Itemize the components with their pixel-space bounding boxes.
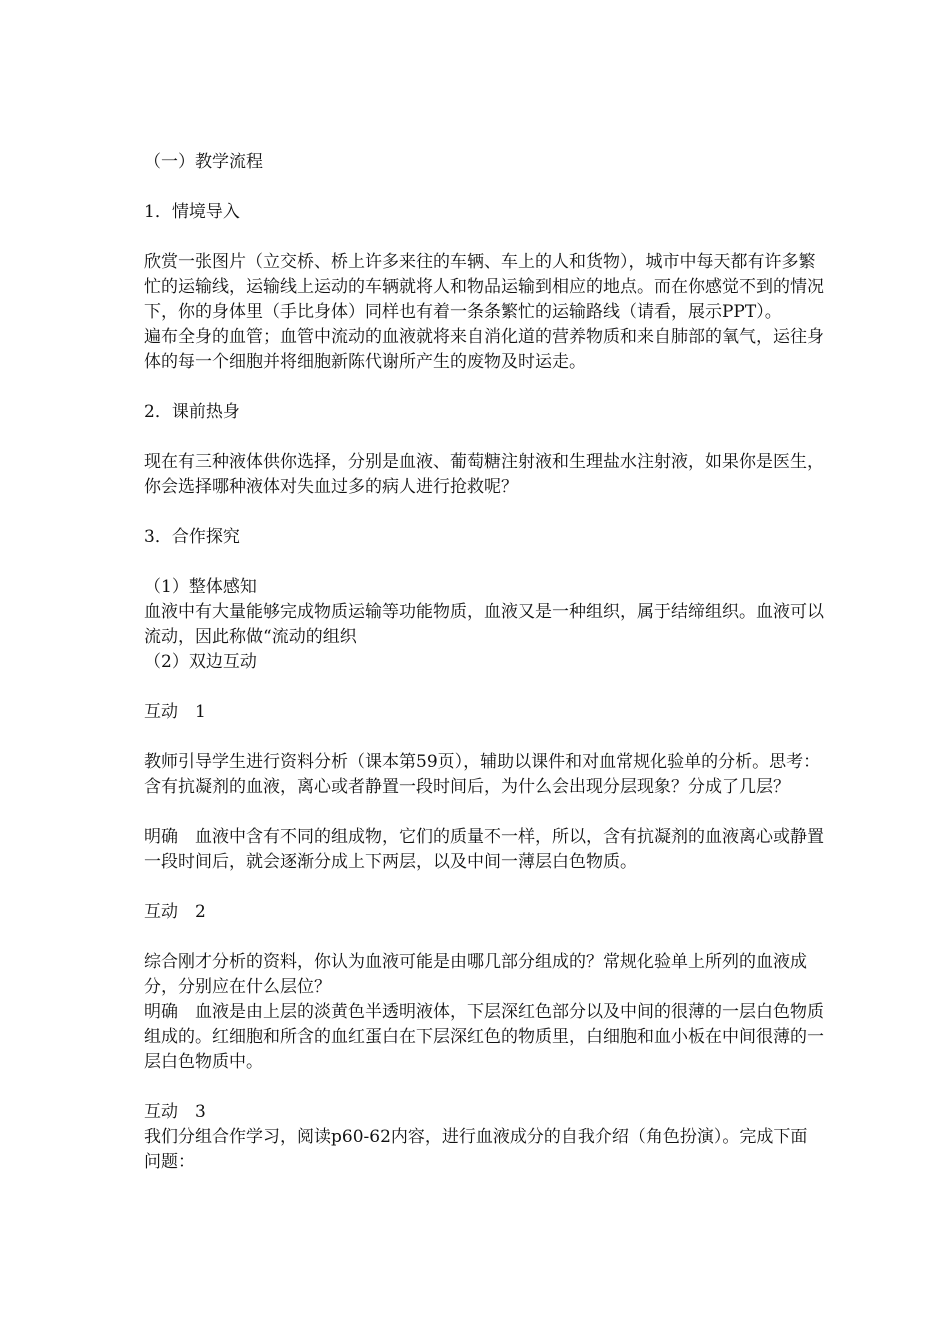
subsection-1-heading: （1）整体感知 bbox=[144, 577, 257, 597]
process-heading: （一）教学流程 bbox=[144, 152, 263, 172]
section-1-paragraph-1: 欣赏一张图片（立交桥、桥上许多来往的车辆、车上的人和货物），城市中每天都有许多繁忙的运输线，运输线上运动的车辆就将人和物品运输到相应的地点。而在你感觉不到的情况下，你的身体里（手比身体）同样也有着一条条繁忙的运输路线（请看，展示PPT）。 bbox=[144, 252, 824, 322]
subsection-2-heading: （2）双边互动 bbox=[144, 652, 257, 672]
interaction-1-paragraph-1: 教师引导学生进行资料分析（课本第59页），辅助以课件和对血常规化验单的分析。思考：含有抗凝剂的血液，离心或者静置一段时间后，为什么会出现分层现象？分成了几层？ bbox=[144, 752, 821, 797]
section-2-paragraph: 现在有三种液体供你选择，分别是血液、葡萄糖注射液和生理盐水注射液，如果你是医生，你会选择哪种液体对失血过多的病人进行抢救呢？ bbox=[144, 452, 824, 497]
interaction-3-heading: 互动 3 bbox=[144, 1102, 206, 1122]
interaction-1-heading: 互动 1 bbox=[144, 702, 206, 722]
interaction-2-paragraph-1: 综合刚才分析的资料，你认为血液可能是由哪几部分组成的？常规化验单上所列的血液成分，分别应在什么层位？ bbox=[144, 952, 807, 997]
interaction-2-paragraph-2: 明确 血液是由上层的淡黄色半透明液体，下层深红色部分以及中间的很薄的一层白色物质组成的。红细胞和所含的血红蛋白在下层深红色的物质里，白细胞和血小板在中间很薄的一层白色物质中。 bbox=[144, 1002, 824, 1072]
section-1-heading: 1．情境导入 bbox=[144, 202, 240, 222]
document-body bbox=[144, 150, 824, 1175]
section-1-paragraph-2: 遍布全身的血管；血管中流动的血液就将来自消化道的营养物质和来自肺部的氧气，运往身体的每一个细胞并将细胞新陈代谢所产生的废物及时运走。 bbox=[144, 327, 824, 372]
interaction-3-paragraph: 我们分组合作学习，阅读p60-62内容，进行血液成分的自我介绍（角色扮演）。完成下面问题： bbox=[144, 1127, 808, 1172]
interaction-1-paragraph-2: 明确 血液中含有不同的组成物，它们的质量不一样，所以，含有抗凝剂的血液离心或静置一段时间后，就会逐渐分成上下两层，以及中间一薄层白色物质。 bbox=[144, 827, 824, 872]
section-2-heading: 2．课前热身 bbox=[144, 402, 240, 422]
interaction-2-heading: 互动 2 bbox=[144, 902, 206, 922]
section-3-heading: 3．合作探究 bbox=[144, 527, 240, 547]
subsection-1-paragraph: 血液中有大量能够完成物质运输等功能物质，血液又是一种组织，属于结缔组织。血液可以流动，因此称做“流动的组织 bbox=[144, 602, 824, 647]
